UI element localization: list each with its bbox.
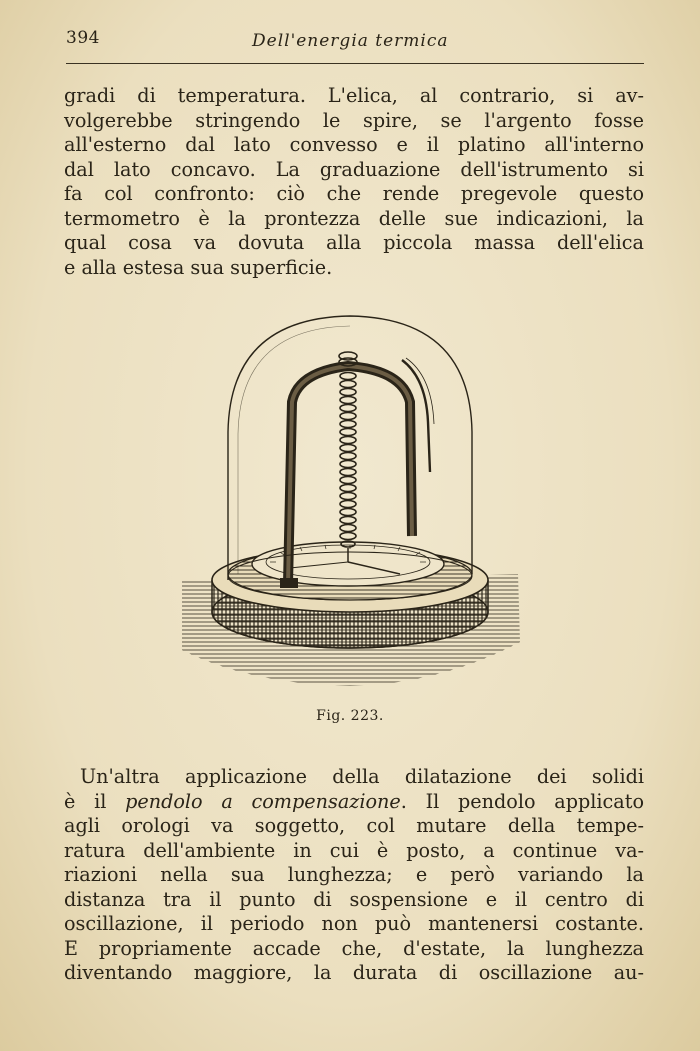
text-line: oscillazione, il periodo non può mantenersi costante. [64, 912, 644, 935]
text-line: volgerebbe stringendo le spire, se l'argento fosse [64, 108, 644, 132]
figure-223 [180, 312, 520, 692]
text-fragment: . Il pendolo applicato [400, 789, 644, 813]
paragraph-bottom [64, 765, 644, 986]
text-line: qual cosa va dovuta alla piccola massa dell'elica [64, 231, 644, 254]
text-line-with-italic [64, 790, 644, 815]
running-title: Dell'energia termica [252, 31, 449, 51]
text-line: ratura dell'ambiente in cui è posto, a continue va- [64, 838, 644, 862]
text-line: fa col confronto: ciò che rende pregevole questo [64, 182, 644, 205]
text-line: all'esterno dal lato convesso e il platino all'interno [64, 133, 644, 156]
breguet-thermometer-icon [180, 312, 520, 692]
page-number: 394 [66, 28, 100, 48]
text-line: E propriamente accade che, d'estate, la lunghezza [64, 936, 644, 960]
italic-term: pendolo a compensazione [125, 789, 401, 813]
text-line: agli orologi va soggetto, col mutare della tempe- [64, 814, 644, 837]
text-line: diventando maggiore, la durata di oscillazione au- [64, 961, 644, 984]
text-line: distanza tra il punto di sospensione e il centro di [64, 887, 644, 911]
text-line: riazioni nella sua lunghezza; e però variando la [64, 863, 644, 886]
paragraph-top [64, 84, 644, 280]
text-fragment: è il [64, 789, 126, 813]
text-line: e alla estesa sua superficie. [64, 255, 333, 279]
text-line: termometro è la prontezza delle sue indicazioni, la [64, 206, 644, 230]
text-line: Un'altra applicazione della dilatazione dei solidi [80, 765, 644, 788]
header-rule [66, 63, 644, 64]
text-line: dal lato concavo. La graduazione dell'istrumento si [64, 157, 644, 181]
figure-caption: Fig. 223. [316, 708, 384, 724]
text-line: gradi di temperatura. L'elica, al contrario, si av- [64, 84, 644, 107]
